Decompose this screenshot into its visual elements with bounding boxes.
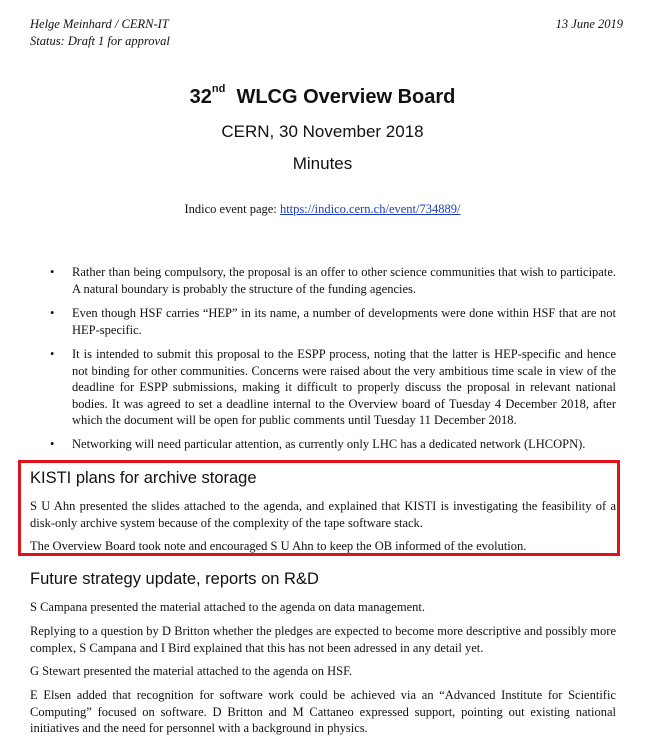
paragraph: S U Ahn presented the slides attached to the agenda, and explained that KISTI is investigating the feasibility of a disk-only archive system because of the complexity of the tape software stack.	[30, 499, 616, 530]
bullet-text: Even though HSF carries “HEP” in its name, a number of developments were done within HSF that are not HEP-specific.	[72, 306, 616, 337]
paragraph: E Elsen added that recognition for software work could be achieved via an “Advanced Institute for Scientific Computing” focused on software. D Britton and M Cattaneo expressed support, pointing out existing national initiatives and the need for personnel with a background in physics.	[30, 688, 616, 735]
title-main: WLCG Overview Board	[236, 86, 456, 108]
title-number: 32	[189, 86, 212, 108]
section-heading-kisti: KISTI plans for archive storage	[30, 469, 257, 487]
meeting-subtitle: CERN, 30 November 2018	[221, 122, 424, 141]
paragraph: The Overview Board took note and encouraged S U Ahn to keep the OB informed of the evolution.	[30, 539, 527, 553]
indico-label: Indico event page:	[184, 202, 280, 216]
bullet-dot-icon: •	[50, 265, 55, 279]
indico-line	[0, 202, 645, 217]
header-status: Status: Draft 1 for approval	[30, 34, 170, 48]
bullet-text: It is intended to submit this proposal to the ESPP process, noting that the latter is HEP-specific and hence not binding for other communities. Concerns were raised about the very ambitious time scale in view of the deadline for ESPP submissions, making it difficult to properly discuss the proposal in relevant national bodies. It was agreed to set a deadline internal to the Overview board of Tuesday 4 December 2018, after which the document will be open for public comments until Tuesday 11 December 2018.	[72, 347, 616, 427]
paragraph: S Campana presented the material attached to the agenda on data management.	[30, 600, 425, 614]
section-heading-strategy: Future strategy update, reports on R&D	[30, 570, 319, 588]
bullet-dot-icon: •	[50, 437, 55, 451]
bullet-dot-icon: •	[50, 306, 55, 320]
bullet-dot-icon: •	[50, 347, 55, 361]
doc-type: Minutes	[292, 154, 353, 173]
bullet-text: Networking will need particular attention, as currently only LHC has a dedicated network (LHCOPN).	[72, 437, 586, 451]
page-title	[0, 83, 645, 109]
header-author: Helge Meinhard / CERN-IT	[30, 17, 169, 31]
bullet-text: Rather than being compulsory, the proposal is an offer to other science communities that wish to participate. A natural boundary is probably the structure of the funding agencies.	[72, 265, 616, 296]
title-superscript: nd	[211, 83, 226, 95]
paragraph: Replying to a question by D Britton whether the pledges are expected to become more descriptive and possibly more complex, S Campana and I Bird explained that this has not been adressed in any detail yet.	[30, 624, 616, 655]
indico-link[interactable]: https://indico.cern.ch/event/734889/	[279, 202, 461, 216]
paragraph: G Stewart presented the material attached to the agenda on HSF.	[30, 664, 353, 678]
header-date: 13 June 2019	[555, 17, 623, 31]
